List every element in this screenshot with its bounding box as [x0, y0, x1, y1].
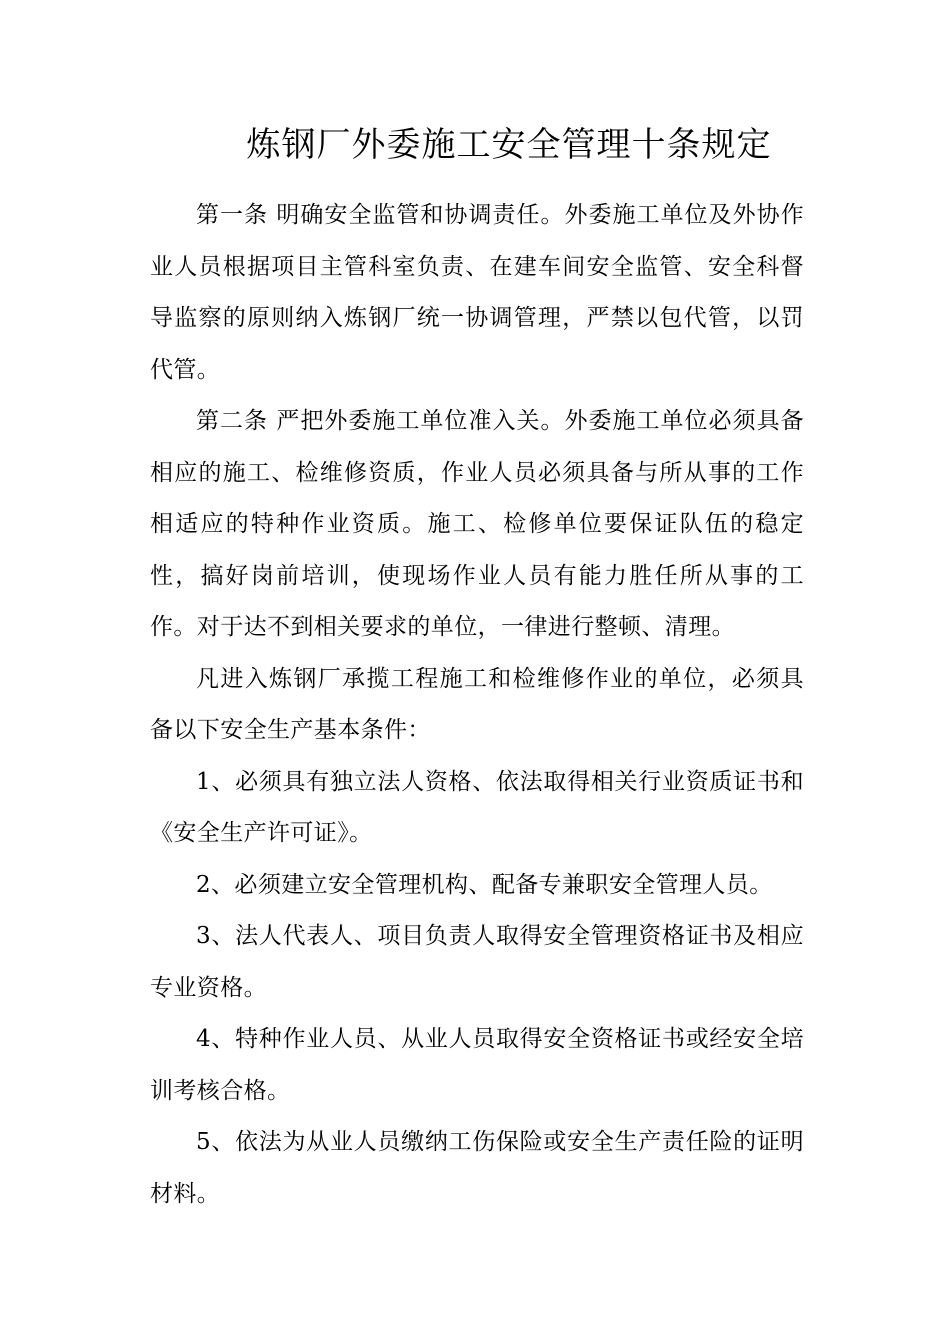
document-title: 炼钢厂外委施工安全管理十条规定 — [246, 125, 772, 165]
paragraph-article-1: 第一条 明确安全监管和协调责任。外委施工单位及外协作业人员根据项目主管科室负责、在建车间安全监管、安全科督导监察的原则纳入炼钢厂统一协调管理，严禁以包代管，以罚代管。 — [150, 202, 804, 383]
paragraph-condition-5: 5、依法为从业人员缴纳工伤保险或安全生产责任险的证明材料。 — [150, 1129, 804, 1207]
paragraph-basic-conditions-intro: 凡进入炼钢厂承揽工程施工和检维修作业的单位，必须具备以下安全生产基本条件： — [150, 665, 804, 743]
paragraph-condition-2: 2、必须建立安全管理机构、配备专兼职安全管理人员。 — [196, 871, 773, 898]
paragraph-condition-1: 1、必须具有独立法人资格、依法取得相关行业资质证书和《安全生产许可证》。 — [150, 768, 804, 846]
document-body — [150, 190, 804, 1220]
paragraph-article-2: 第二条 严把外委施工单位准入关。外委施工单位必须具备相应的施工、检维修资质，作业人员必须具备与所从事的工作相适应的特种作业资质。施工、检修单位要保证队伍的稳定性，搞好岗前培训，使现场作业人员有能力胜任所从事的工作。对于达不到相关要求的单位，一律进行整顿、清理。 — [150, 408, 804, 640]
paragraph-condition-4: 4、特种作业人员、从业人员取得安全资格证书或经安全培训考核合格。 — [150, 1026, 804, 1104]
paragraph-condition-3: 3、法人代表人、项目负责人取得安全管理资格证书及相应专业资格。 — [150, 923, 804, 1001]
